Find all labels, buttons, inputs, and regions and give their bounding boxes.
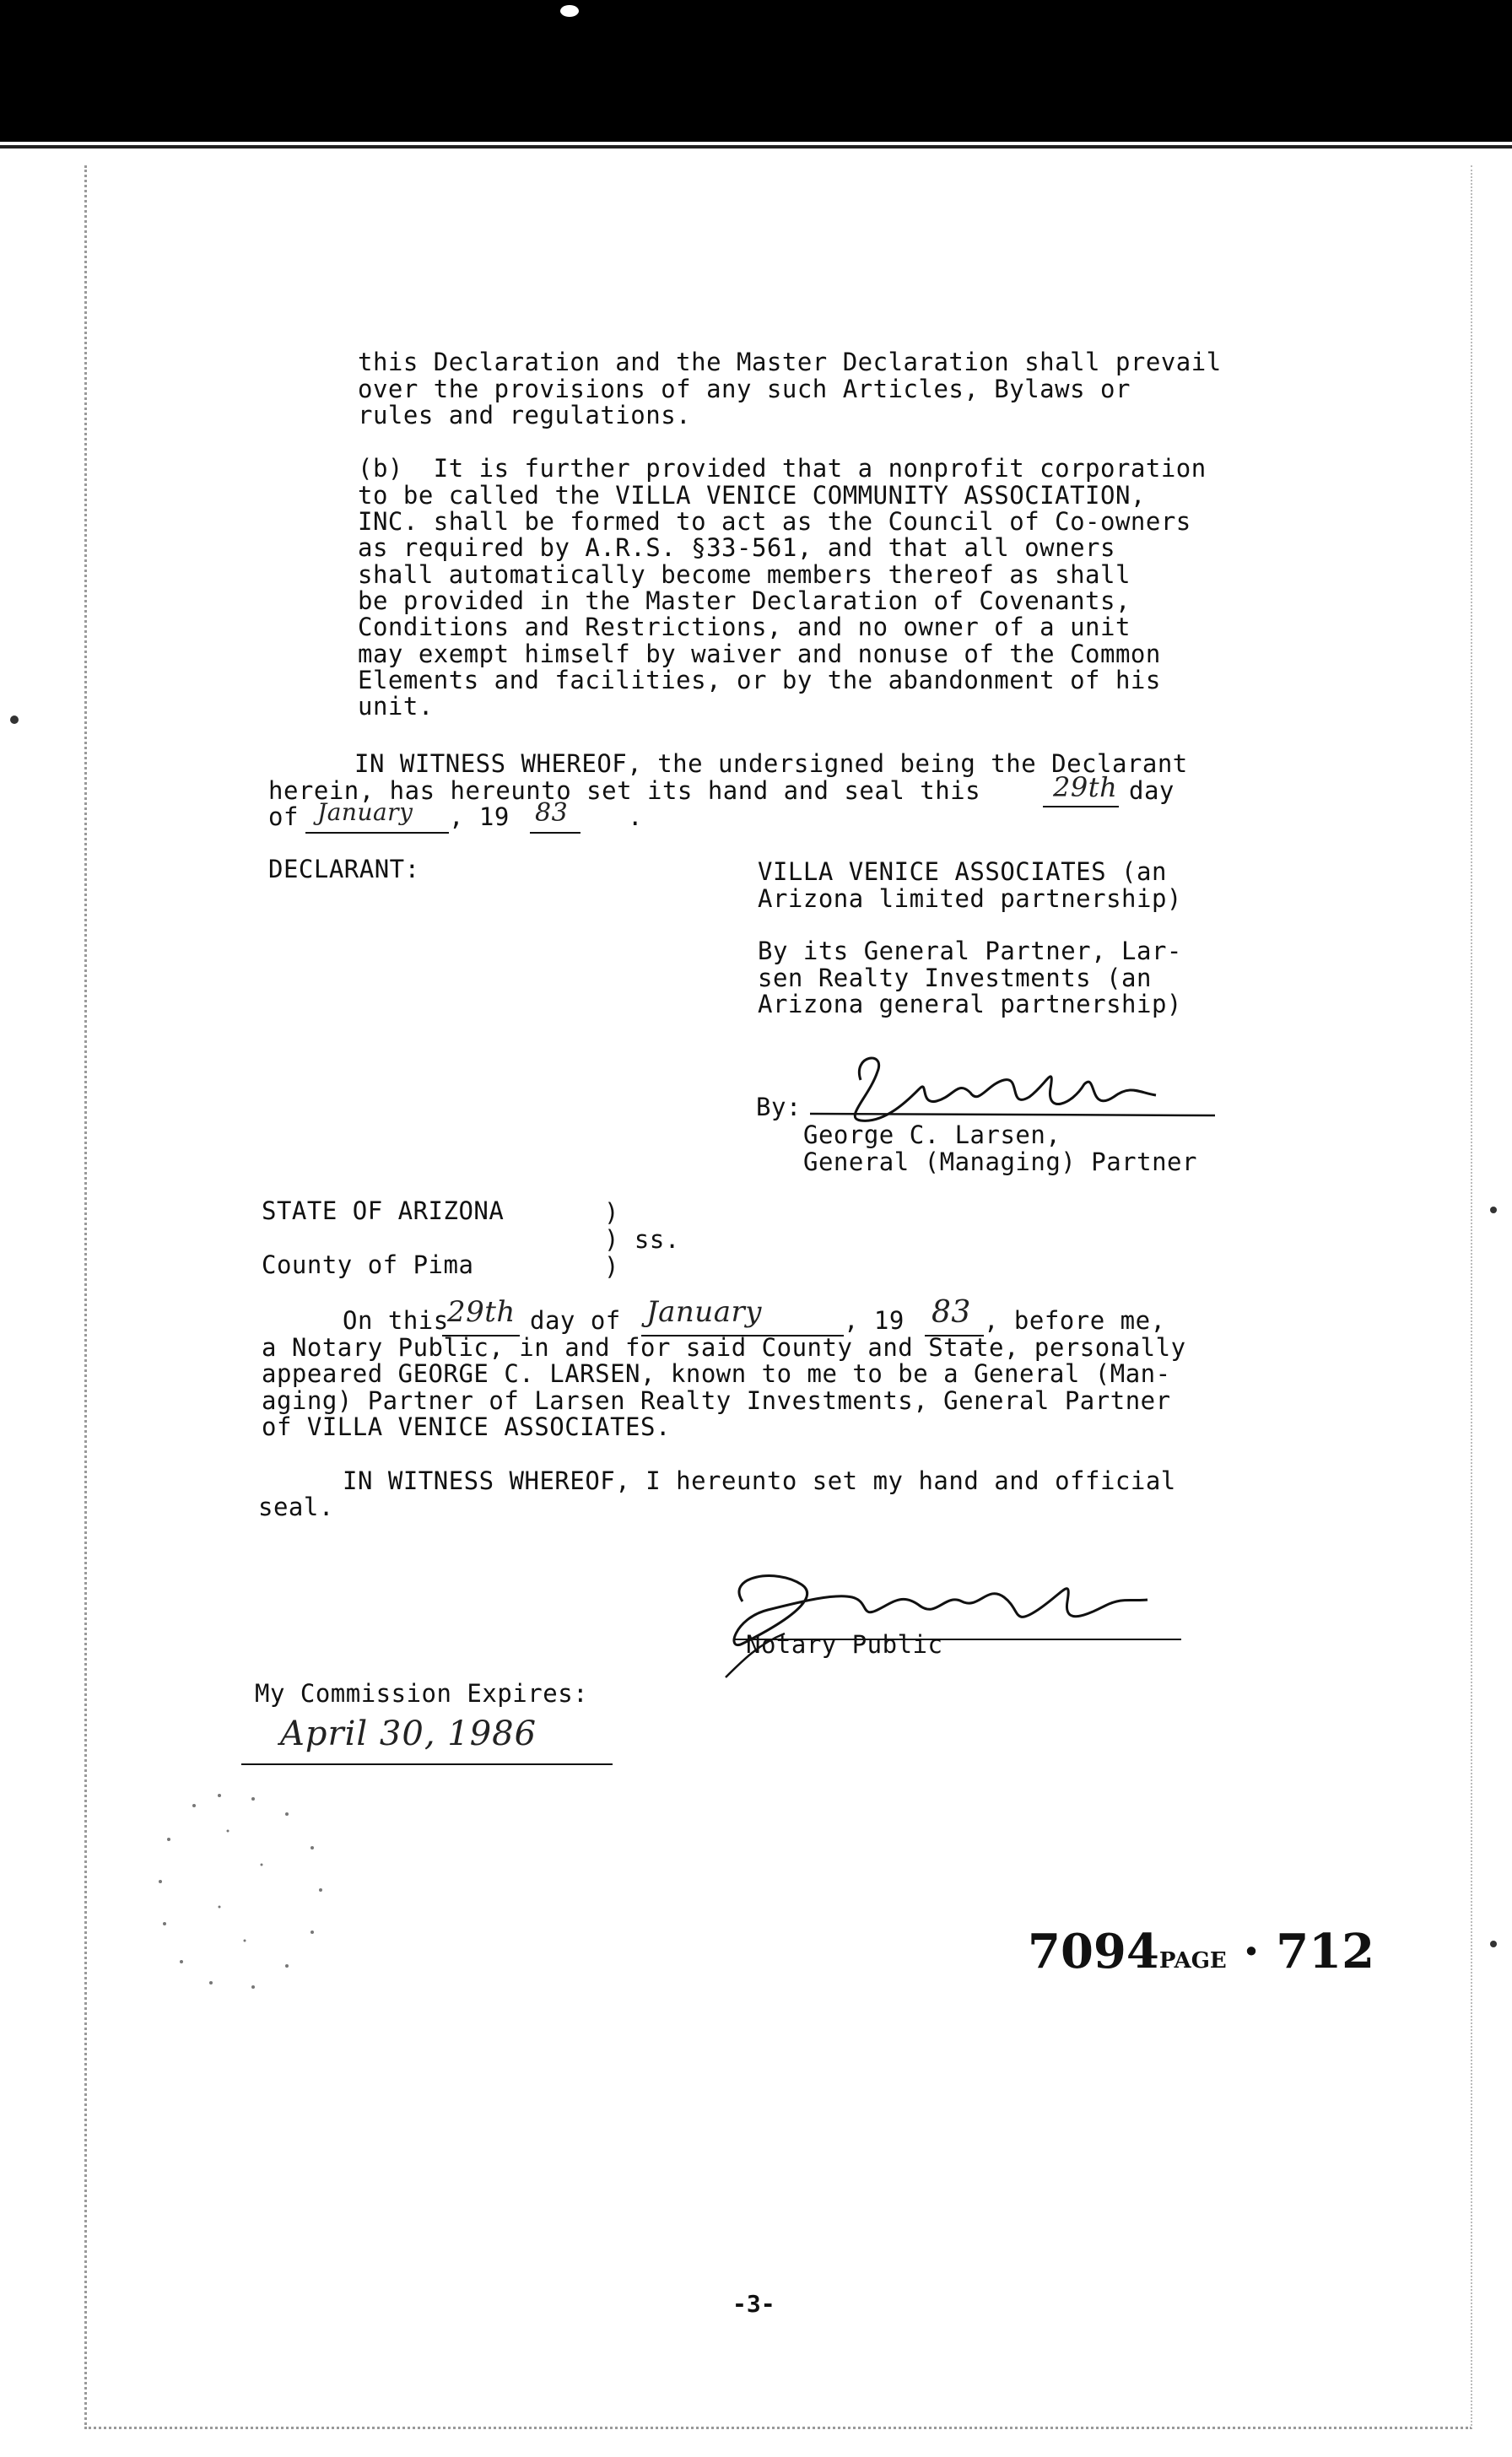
scan-speck <box>1490 1941 1497 1947</box>
declarant-label: DECLARANT: <box>268 855 420 883</box>
text-line: INC. shall be formed to act as the Council of Co-owners <box>358 507 1191 536</box>
text-line: as required by A.R.S. §33-561, and that all owners <box>358 533 1115 562</box>
text-line: day <box>1129 776 1174 805</box>
text-line: VILLA VENICE ASSOCIATES (an <box>758 857 1167 886</box>
text-line: to be called the VILLA VENICE COMMUNITY ASSOCIATION, <box>358 481 1146 510</box>
text-line: rules and regulations. <box>358 401 692 429</box>
handwritten-day: 29th <box>447 1295 516 1329</box>
text-line: of VILLA VENICE ASSOCIATES. <box>262 1412 671 1441</box>
signer-title: General (Managing) Partner <box>803 1148 1197 1176</box>
text-line: . <box>628 802 643 831</box>
text-line: over the provisions of any such Articles, Bylaws or <box>358 375 1131 403</box>
signer-name: George C. Larsen, <box>803 1120 1061 1149</box>
commission-label: My Commission Expires: <box>255 1679 589 1708</box>
text-line: , 19 <box>449 802 510 831</box>
venue-paren: ) <box>604 1198 619 1227</box>
text-line: sen Realty Investments (an <box>758 964 1152 992</box>
text-line: unit. <box>358 692 434 721</box>
venue-county: County of Pima <box>262 1250 474 1279</box>
text-line: Arizona general partnership) <box>758 990 1182 1018</box>
notary-seal-impression <box>143 1780 363 2017</box>
handwritten-year: 83 <box>535 798 569 828</box>
fill-line <box>1043 806 1119 807</box>
venue-state: STATE OF ARIZONA <box>262 1196 505 1225</box>
notary-label: Notary Public <box>746 1630 943 1659</box>
scan-header-bar <box>0 0 1512 142</box>
text-line: By its General Partner, Lar- <box>758 937 1182 965</box>
fill-line <box>241 1763 613 1765</box>
venue-ss: ) ss. <box>604 1225 680 1254</box>
handwritten-year: 83 <box>932 1295 971 1330</box>
page-label: PAGE <box>1158 1948 1227 1974</box>
fill-line <box>530 832 580 834</box>
text-line: seal. <box>258 1493 334 1521</box>
text-line: day of <box>530 1306 621 1335</box>
text-line: may exempt himself by waiver and nonuse of the Common <box>358 640 1161 668</box>
book-page-number: 712 <box>1276 1924 1375 1979</box>
scan-speck <box>1490 1207 1497 1213</box>
text-line: , before me, <box>984 1306 1166 1335</box>
page-number: -3- <box>732 2290 775 2318</box>
text-line: On this <box>343 1306 449 1335</box>
scan-speck <box>560 5 579 17</box>
text-line: shall automatically become members thereof as shall <box>358 560 1131 589</box>
venue-paren: ) <box>604 1252 619 1281</box>
by-label: By: <box>756 1093 802 1121</box>
scan-header-rule <box>0 145 1512 148</box>
text-line: be provided in the Master Declaration of Covenants, <box>358 586 1131 615</box>
text-line: a Notary Public, in and for said County and State, personally <box>262 1333 1186 1362</box>
text-line: (b) It is further provided that a nonprofit corporation <box>358 454 1207 483</box>
scan-speck <box>10 716 19 724</box>
handwritten-day: 29th <box>1053 771 1118 803</box>
commission-date: April 30, 1986 <box>280 1714 537 1753</box>
handwritten-month: January <box>646 1295 762 1329</box>
text-line: Arizona limited partnership) <box>758 884 1182 913</box>
notary-signature <box>709 1559 1198 1694</box>
fill-line <box>305 832 449 834</box>
text-line: , 19 <box>844 1306 904 1335</box>
book-number: 7094 <box>1028 1924 1159 1979</box>
text-line: Elements and facilities, or by the abandonment of his <box>358 666 1161 694</box>
text-line: of <box>268 802 299 831</box>
text-line: appeared GEORGE C. LARSEN, known to me to be a General (Man- <box>262 1359 1171 1388</box>
book-page-reference: 7094PAGE · 712 <box>1028 1924 1375 1979</box>
handwritten-month: January <box>317 798 413 826</box>
text-line: IN WITNESS WHEREOF, the undersigned being the Declarant <box>354 749 1188 778</box>
text-line: herein, has hereunto set its hand and seal this <box>268 776 981 805</box>
text-line: aging) Partner of Larsen Realty Investments, General Partner <box>262 1386 1171 1415</box>
text-line: IN WITNESS WHEREOF, I hereunto set my hand and official <box>343 1466 1176 1495</box>
text-line: Conditions and Restrictions, and no owner of a unit <box>358 613 1131 641</box>
text-line: this Declaration and the Master Declaration shall prevail <box>358 348 1222 376</box>
